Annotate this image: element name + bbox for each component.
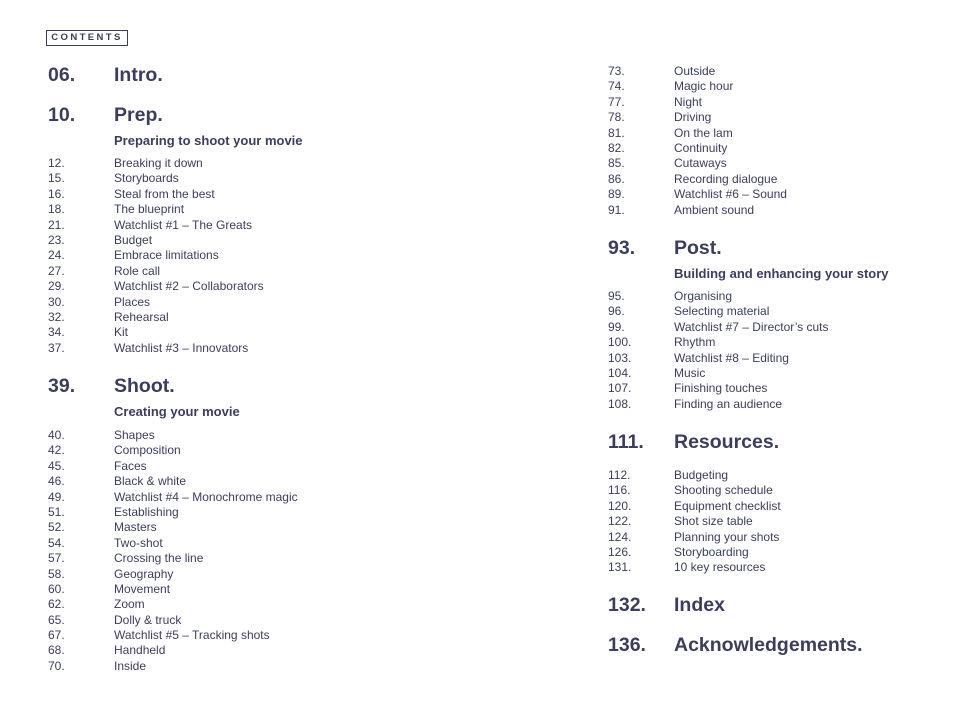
- entry-title: Faces: [114, 458, 147, 473]
- page-number: 85.: [608, 156, 625, 171]
- page-number: 23.: [48, 232, 65, 247]
- page-number: 122.: [608, 514, 632, 529]
- page-number: 37.: [48, 340, 65, 355]
- section-number: 39.: [48, 375, 76, 397]
- page-number: 57.: [48, 551, 65, 566]
- page-number: 120.: [608, 498, 632, 513]
- entry-title: On the lam: [674, 125, 733, 140]
- entry-title: Music: [674, 365, 706, 380]
- section-title: Intro.: [114, 64, 163, 86]
- section-title: Index: [674, 594, 725, 616]
- page-number: 112.: [608, 468, 631, 482]
- page-number: 24.: [48, 248, 65, 263]
- page-number: 68.: [48, 643, 65, 658]
- page-number: 67.: [48, 628, 65, 643]
- page-number: 65.: [48, 612, 65, 627]
- entry-title: Finishing touches: [674, 381, 768, 396]
- entry-title: Night: [674, 94, 703, 109]
- entry-title: Movement: [114, 581, 171, 596]
- entry-title: Continuity: [674, 140, 728, 155]
- page-number: 40.: [48, 428, 65, 442]
- page-number: 21.: [48, 217, 65, 232]
- entry-title: Storyboards: [114, 171, 179, 186]
- page-number: 78.: [608, 110, 625, 125]
- entry-title: Watchlist #2 – Collaborators: [114, 279, 264, 294]
- entry-title: Watchlist #3 – Innovators: [114, 340, 249, 355]
- page-number: 58.: [48, 566, 65, 581]
- page-number: 29.: [48, 279, 65, 294]
- page-number: 51.: [48, 504, 65, 519]
- entry-title: Shot size table: [674, 514, 753, 529]
- page-number: 107.: [608, 381, 632, 396]
- section-number: 132.: [608, 594, 646, 616]
- entry-title: Storyboarding: [674, 544, 749, 559]
- section-number: 06.: [48, 64, 76, 86]
- page-number: 49.: [48, 489, 65, 504]
- entry-title: Finding an audience: [674, 396, 783, 411]
- entry-title: Composition: [114, 443, 181, 458]
- page-number: 108.: [608, 396, 632, 411]
- page-number: 131.: [608, 560, 632, 575]
- entry-title: Shapes: [114, 428, 155, 442]
- entry-title: Watchlist #1 – The Greats: [114, 217, 253, 232]
- page-number: 95.: [608, 289, 625, 303]
- page-number: 15.: [48, 171, 65, 186]
- contents-badge: CONTENTS: [46, 30, 128, 46]
- page-number: 32.: [48, 309, 65, 324]
- entry-title: Magic hour: [674, 79, 734, 94]
- entry-title: Kit: [114, 325, 129, 340]
- page-number: 18.: [48, 202, 65, 217]
- page-number: 42.: [48, 443, 65, 458]
- page-number: 74.: [608, 79, 625, 94]
- entry-title: Driving: [674, 110, 712, 125]
- page-number: 73.: [608, 64, 625, 78]
- section-subtitle: Building and enhancing your story: [674, 266, 889, 281]
- page-number: 124.: [608, 529, 632, 544]
- entry-title: Budgeting: [674, 468, 729, 482]
- page-number: 81.: [608, 125, 625, 140]
- entry-title: Watchlist #5 – Tracking shots: [114, 628, 270, 643]
- page-number: 70.: [48, 658, 65, 673]
- section-title: Prep.: [114, 104, 163, 126]
- entry-title: Selecting material: [674, 304, 770, 319]
- section-number: 111.: [608, 431, 644, 453]
- page-number: 116.: [608, 483, 631, 498]
- entry-title: Outside: [674, 64, 716, 78]
- entry-title: Places: [114, 294, 151, 309]
- entry-title: Establishing: [114, 504, 179, 519]
- entry-title: Budget: [114, 232, 153, 247]
- entry-title: Rehearsal: [114, 309, 169, 324]
- entry-title: Rhythm: [674, 335, 716, 350]
- entry-title: Organising: [674, 289, 733, 303]
- section-number: 10.: [48, 104, 76, 126]
- page-number: 91.: [608, 202, 625, 217]
- entry-title: Handheld: [114, 643, 166, 658]
- entry-title: Equipment checklist: [674, 498, 781, 513]
- entry-title: Zoom: [114, 597, 145, 612]
- entry-title: Two-shot: [114, 535, 163, 550]
- entry-title: Geography: [114, 566, 174, 581]
- section-number: 93.: [608, 237, 636, 259]
- section-title: Post.: [674, 237, 722, 259]
- entry-title: Role call: [114, 263, 161, 278]
- page-number: 103.: [608, 350, 632, 365]
- entry-title: Ambient sound: [674, 202, 755, 217]
- page-number: 52.: [48, 520, 65, 535]
- entry-title: Steal from the best: [114, 186, 215, 201]
- entry-title: Dolly & truck: [114, 612, 182, 627]
- section-title: Shoot.: [114, 375, 175, 397]
- entry-title: The blueprint: [114, 202, 185, 217]
- entry-title: Embrace limitations: [114, 248, 219, 263]
- page-number: 27.: [48, 263, 65, 278]
- page-number: 126.: [608, 544, 632, 559]
- entry-title: Planning your shots: [674, 529, 780, 544]
- section-title: Acknowledgements.: [674, 634, 863, 656]
- page-number: 82.: [608, 140, 625, 155]
- entry-title: Breaking it down: [114, 156, 203, 170]
- page-number: 77.: [608, 94, 625, 109]
- entry-title: Watchlist #8 – Editing: [674, 350, 789, 365]
- entry-title: Black & white: [114, 474, 187, 489]
- page-number: 89.: [608, 187, 625, 202]
- page-number: 12.: [48, 156, 65, 170]
- entry-title: Watchlist #6 – Sound: [674, 187, 787, 202]
- page-number: 16.: [48, 186, 65, 201]
- entry-title: Crossing the line: [114, 551, 204, 566]
- entry-title: Watchlist #7 – Director’s cuts: [674, 319, 829, 334]
- section-number: 136.: [608, 634, 646, 656]
- page-number: 34.: [48, 325, 65, 340]
- page-number: 62.: [48, 597, 65, 612]
- entry-title: 10 key resources: [674, 560, 766, 575]
- section-subtitle: Preparing to shoot your movie: [114, 133, 303, 148]
- entry-title: Shooting schedule: [674, 483, 773, 498]
- entry-title: Watchlist #4 – Monochrome magic: [114, 489, 298, 504]
- page-number: 104.: [608, 365, 632, 380]
- page-number: 100.: [608, 335, 632, 350]
- page-number: 96.: [608, 304, 625, 319]
- entry-title: Cutaways: [674, 156, 727, 171]
- section-title: Resources.: [674, 431, 780, 453]
- section-subtitle: Creating your movie: [114, 404, 240, 419]
- page-number: 86.: [608, 171, 625, 186]
- page-number: 30.: [48, 294, 65, 309]
- page-number: 54.: [48, 535, 65, 550]
- page-number: 45.: [48, 458, 65, 473]
- entry-title: Masters: [114, 520, 157, 535]
- entry-title: Recording dialogue: [674, 171, 778, 186]
- page-number: 60.: [48, 581, 65, 596]
- page-number: 99.: [608, 319, 625, 334]
- page-number: 46.: [48, 474, 65, 489]
- entry-title: Inside: [114, 658, 147, 673]
